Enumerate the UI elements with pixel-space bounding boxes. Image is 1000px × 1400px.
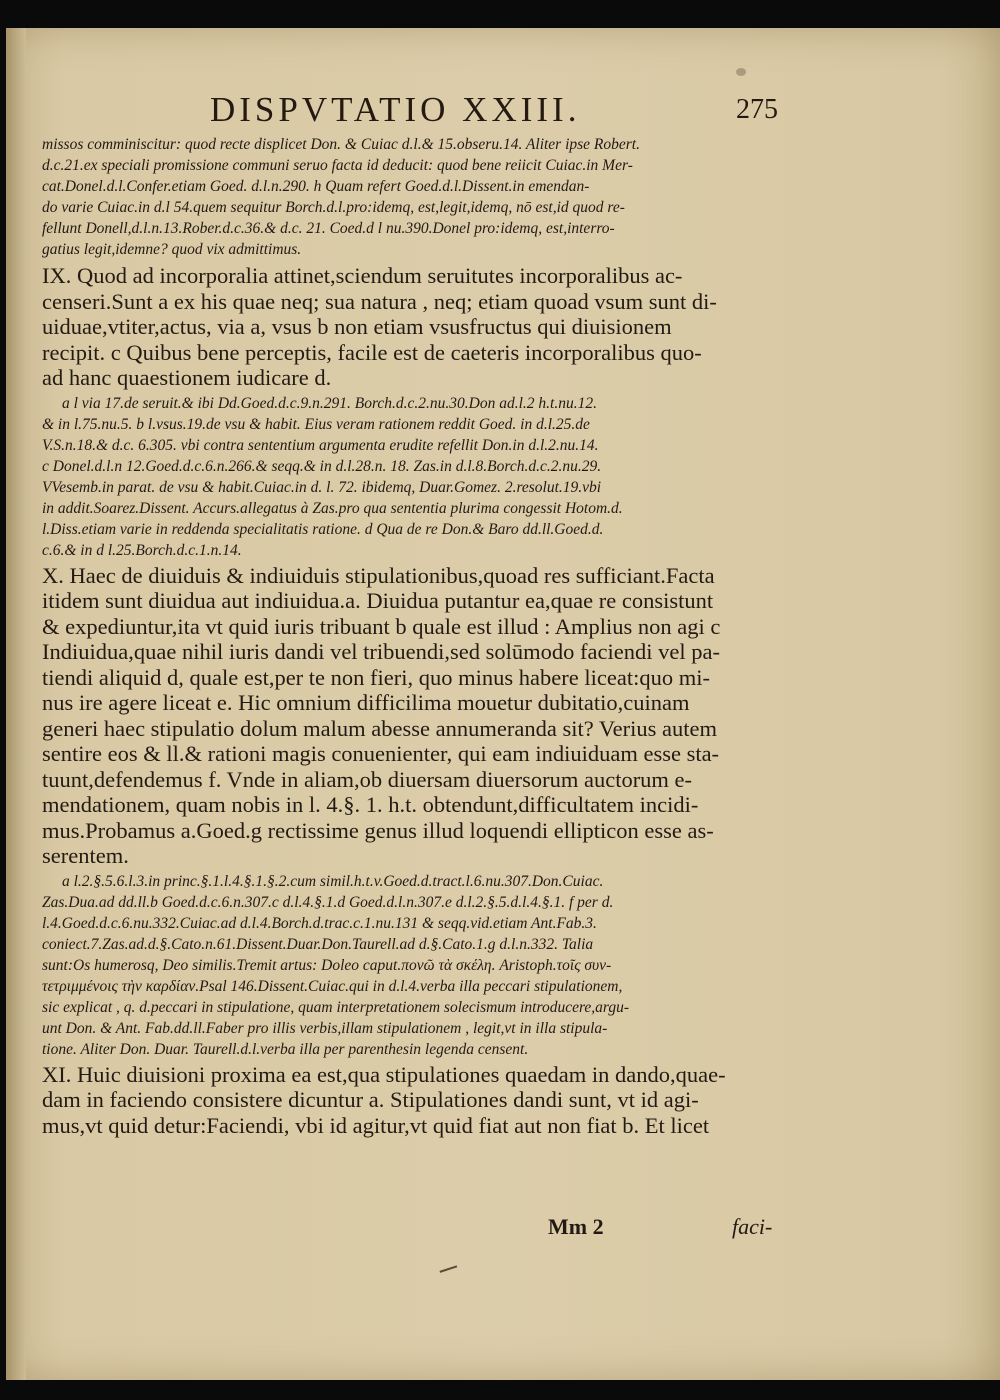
footnote-line: do varie Cuiac.in d.l 54.quem sequitur Borch.d.l.pro:idemq, est,legit,idemq, nō est,id quod re-	[42, 199, 625, 216]
paragraph-xi	[42, 1062, 782, 1139]
paragraph-line: mus.Probamus a.Goed.g rectissime genus illud loquendi ellipticon esse as-	[42, 817, 714, 843]
paragraph-line: IX. Quod ad incorporalia attinet,sciendum seruitutes incorporalibus ac-	[42, 263, 683, 288]
ink-spot	[736, 68, 746, 76]
footnote-line: l.4.Goed.d.c.6.nu.332.Cuiac.ad d.l.4.Borch.d.trac.c.1.nu.131 & seqq.vid.etiam Ant.Fab.3.	[42, 914, 597, 932]
paragraph-line: itidem sunt diuidua aut indiuidua.a. Diuidua putantur ea,quae re consistunt	[42, 588, 714, 613]
paragraph-line: mendationem, quam nobis in l. 4.§. 1. h.t. obtendunt,difficultatem incidi-	[42, 792, 699, 817]
paragraph-line: dam in faciendo consistere dicuntur a. Stipulationes dandi sunt, vt id agi-	[42, 1087, 699, 1112]
footnote-line: a l via 17.de seruit.& ibi Dd.Goed.d.c.9.n.291. Borch.d.c.2.nu.30.Don ad.l.2 h.t.nu.12.	[62, 394, 597, 412]
paragraph-line: tuunt,defendemus f. Vnde in aliam,ob diuersam diuersorum auctorum e-	[42, 766, 693, 792]
page	[0, 28, 1000, 1400]
paragraph-ix	[42, 263, 782, 391]
catchword: faci-	[732, 1214, 773, 1239]
footnote-line: d.c.21.ex speciali promissione communi seruo facta id deducit: quod bene reiicit Cuiac.in Mer-	[42, 157, 633, 174]
footnote-line: unt Don. & Ant. Fab.dd.ll.Faber pro illis verbis,illam stipulationem , legit,vt in illa stipula-	[42, 1019, 608, 1037]
paragraph-line: & expediuntur,ita vt quid iuris tribuant b quale est illud : Amplius non agi c	[42, 613, 721, 639]
paragraph-line: sentire eos & ll.& rationi magis conuenienter, qui eam indiuiduam esse sta-	[42, 741, 720, 766]
footnote-line: in addit.Soarez.Dissent. Accurs.allegatus à Zas.pro qua sententia plurima congessit Hotom.d.	[42, 499, 623, 517]
footnote-line: c Donel.d.l.n 12.Goed.d.c.6.n.266.& seqq.& in d.l.28.n. 18. Zas.in d.l.8.Borch.d.c.2.nu.29.	[42, 457, 602, 475]
paragraph-line: censeri.Sunt a ex his quae neq; sua natura , neq; etiam quoad vsum sunt di-	[42, 288, 717, 314]
footnote-line: sic explicat , q. d.peccari in stipulatione, quam interpretationem solecismum introducere,argu-	[42, 998, 630, 1016]
running-title: DISPVTATIO XXIII.	[210, 90, 581, 129]
paragraph-line: XI. Huic diuisioni proxima ea est,qua stipulationes quaedam in dando,quae-	[42, 1061, 726, 1087]
paragraph-line: Indiuidua,quae nihil iuris dandi vel tribuendi,sed solūmodo faciendi vel pa-	[42, 639, 720, 664]
footnote-line: gatius legit,idemne? quod vix admittimus.	[42, 241, 302, 258]
paragraph-line: tiendi aliquid d, quale est,per te non fieri, quo minus habere liceat:quo mi-	[42, 664, 710, 690]
paragraph-line: generi haec stipulatio dolum malum abesse annumeranda sit? Verius autem	[42, 715, 718, 741]
paragraph-line: nus ire agere liceat e. Hic omnium difficilima mouetur dubitatio,cuinam	[42, 690, 690, 715]
page-footer	[42, 1208, 782, 1238]
footnote-line: VVesemb.in parat. de vsu & habit.Cuiac.in d. l. 72. ibidemq, Duar.Gomez. 2.resolut.19.vbi	[42, 478, 602, 496]
paragraph-line: serentem.	[42, 843, 129, 868]
footnote-line: & in l.75.nu.5. b l.vsus.19.de vsu & habit. Eius veram rationem reddit Goed. in d.l.25.de	[42, 415, 590, 433]
footnote-line: cat.Donel.d.l.Confer.etiam Goed. d.l.n.290. h Quam refert Goed.d.l.Dissent.in emendan-	[42, 178, 590, 195]
footnote-line: τετριμμένοις τὴν καρδίαν.Psal 146.Dissent.Cuiac.qui in d.l.4.verba illa peccari stipulationem,	[42, 977, 623, 995]
footnote-line: fellunt Donell,d.l.n.13.Rober.d.c.36.& d.c. 21. Coed.d l nu.390.Donel pro:idemq, est,interro-	[42, 220, 615, 237]
footnote-line: a l.2.§.5.6.l.3.in princ.§.1.l.4.§.1.§.2.cum simil.h.t.v.Goed.d.tract.l.6.nu.307.Don.Cuiac.	[62, 872, 604, 890]
footnote-line: V.S.n.18.& d.c. 6.305. vbi contra sententium argumenta erudite refellit Don.in d.l.2.nu.14.	[42, 436, 599, 454]
footnote-line: tione. Aliter Don. Duar. Taurell.d.l.verba illa per parenthesin legenda censent.	[42, 1040, 529, 1058]
paragraph-x	[42, 563, 782, 869]
page-gutter	[6, 28, 26, 1380]
footnotes-x	[42, 871, 782, 1060]
page-number: 275	[736, 94, 778, 125]
paragraph-line: recipit. c Quibus bene perceptis, facile est de caeteris incorporalibus quo-	[42, 339, 702, 365]
footnote-line: missos comminiscitur: quod recte displicet Don. & Cuiac d.l.& 15.obseru.14. Aliter ipse Robert.	[42, 136, 640, 153]
paragraph-line: uiduae,vtiter,actus, via a, vsus b non etiam vsusfructus qui diuisionem	[42, 314, 672, 339]
footnote-line: sunt:Os humerosq, Deo similis.Tremit artus: Doleo caput.πονῶ τὰ σκέλη. Aristoph.τοῖς συν-	[42, 956, 612, 974]
footnote-line: coniect.7.Zas.ad.d.§.Cato.n.61.Dissent.Duar.Don.Taurell.ad d.§.Cato.1.g d.l.n.332. Talia	[42, 935, 594, 953]
paragraph-line: ad hanc quaestionem iudicare d.	[42, 365, 332, 390]
paragraph-line: mus,vt quid detur:Faciendi, vbi id agitur,vt quid fiat aut non fiat b. Et licet	[42, 1112, 710, 1138]
paragraph-line: X. Haec de diuiduis & indiuiduis stipulationibus,quoad res sufficiant.Facta	[42, 562, 715, 588]
signature-mark: Mm 2	[548, 1214, 604, 1239]
footnote-line: l.Diss.etiam varie in reddenda specialitatis ratione. d Qua de re Don.& Baro dd.ll.Goed.d.	[42, 520, 604, 538]
page-text	[42, 134, 782, 1138]
footnote-line: c.6.& in d l.25.Borch.d.c.1.n.14.	[42, 541, 242, 559]
footnotes-top	[42, 134, 782, 260]
footnote-line: Zas.Dua.ad dd.ll.b Goed.d.c.6.n.307.c d.l.4.§.1.d Goed.d.l.n.307.e d.l.2.§.5.d.l.4.§.1. f per d.	[42, 893, 614, 911]
footnotes-ix	[42, 393, 782, 561]
